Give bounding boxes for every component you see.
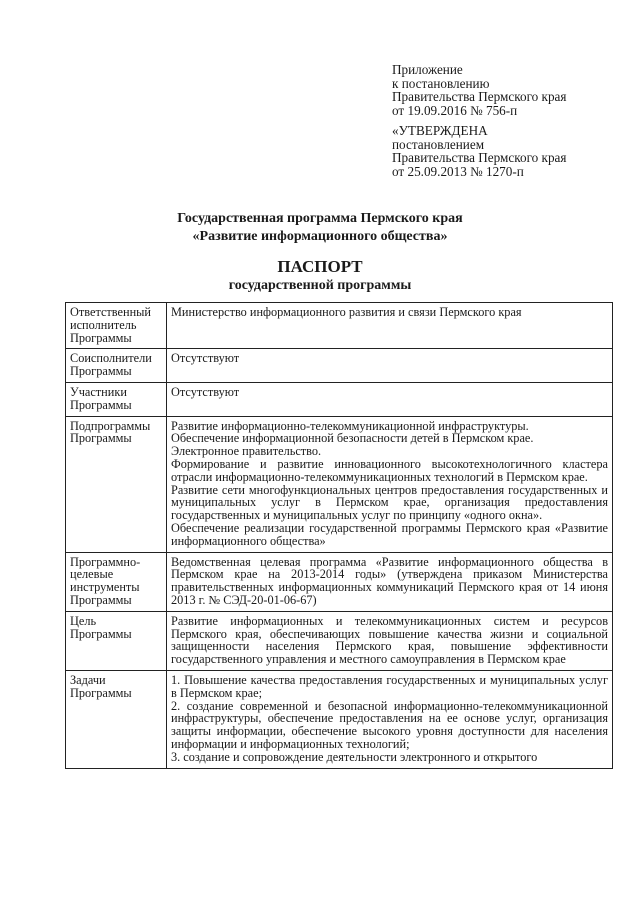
- row-value: [167, 349, 613, 383]
- row-label-line: Программы: [70, 330, 132, 345]
- row-value: [167, 611, 613, 670]
- approval-header: [392, 124, 632, 178]
- row-paragraph: Электронное правительство.: [171, 444, 322, 459]
- table-row: [66, 382, 613, 416]
- table-row: [66, 552, 613, 611]
- row-label: [66, 552, 167, 611]
- row-value: [167, 416, 613, 552]
- row-label-line: Программы: [70, 431, 132, 446]
- row-paragraph: Министерство информационного развития и связи Пермского края: [171, 305, 522, 319]
- approval-line: «УТВЕРЖДЕНА: [392, 123, 488, 138]
- row-value: [167, 382, 613, 416]
- row-label-line: Ответственный: [70, 305, 151, 319]
- passport-title: [0, 257, 640, 295]
- table-row: [66, 670, 613, 768]
- row-value: [167, 303, 613, 349]
- row-label: [66, 303, 167, 349]
- row-label-line: Программы: [70, 592, 132, 607]
- row-label-line: Участники: [70, 384, 127, 399]
- appendix-line: Правительства Пермского края: [392, 89, 567, 105]
- row-label: [66, 349, 167, 383]
- row-value: [167, 670, 613, 768]
- approval-line: постановлением: [392, 136, 485, 152]
- table-row: [66, 416, 613, 552]
- row-paragraph: 2. создание современной и безопасной информационно-телекоммуникационной инфраструктуры, обеспечение предоставления на ее основе услуг, организация защиты информации, обеспечение высокого уровня доступности для населения информации и информационных технологий;: [171, 698, 608, 751]
- row-label: [66, 611, 167, 670]
- row-label-line: Программы: [70, 626, 132, 641]
- row-paragraph: Развитие информационных и телекоммуникационных систем и ресурсов Пермского края, обеспечивающих повышение качества жизни и социальной защищенности населения Пермского края, повышение эффективности государственного управления и местного самоуправления в Пермском крае: [171, 613, 608, 667]
- table-row: [66, 303, 613, 349]
- row-paragraph: Ведомственная целевая программа «Развитие информационного общества в Пермском крае на 2013-2014 годы» (утверждена приказом Министерства правительственных информационных коммуникаций Пермского края от 14 июня 2013 г. № СЭД-20-01-06-67): [171, 554, 608, 607]
- row-paragraph: Развитие информационно-телекоммуникационной инфраструктуры.: [171, 418, 529, 433]
- row-label-line: Программы: [70, 685, 132, 700]
- appendix-line: от 19.09.2016 № 756-п: [392, 102, 518, 118]
- table-row: [66, 349, 613, 383]
- program-title-line1: Государственная программа Пермского края: [177, 211, 463, 226]
- row-paragraph: 1. Повышение качества предоставления государственных и муниципальных услуг в Пермском крае;: [171, 672, 608, 700]
- row-label: [66, 416, 167, 552]
- row-label-line: Программы: [70, 397, 132, 412]
- program-title-line2: «Развитие информационного общества»: [192, 229, 448, 244]
- table-row: [66, 611, 613, 670]
- row-paragraph: 3. создание и сопровождение деятельности электронного и открытого: [171, 749, 538, 764]
- row-value: [167, 552, 613, 611]
- row-label-line: исполнитель: [70, 317, 137, 332]
- row-paragraph: Обеспечение реализации государственной программы Пермского края «Развитие информационного общества»: [171, 520, 608, 548]
- row-paragraph: Отсутствуют: [171, 351, 240, 366]
- row-paragraph: Обеспечение информационной безопасности детей в Пермском крае.: [171, 431, 534, 446]
- program-title: [0, 210, 640, 246]
- passport-table: [65, 302, 613, 769]
- row-label: [66, 670, 167, 768]
- row-paragraph: Формирование и развитие инновационного высокотехнологичного кластера отрасли информационно-телекоммуникационных технологий в Пермском крае.: [171, 456, 608, 484]
- passport-heading: ПАСПОРТ: [277, 257, 363, 276]
- approval-line: от 25.09.2013 № 1270-п: [392, 163, 524, 179]
- appendix-line: Приложение: [392, 62, 463, 77]
- row-label-line: Подпрограммы: [70, 418, 151, 433]
- row-label-line: Программно-: [70, 554, 141, 569]
- appendix-line: к постановлению: [392, 75, 490, 91]
- row-label-line: целевые: [70, 567, 114, 582]
- row-paragraph: Развитие сети многофункциональных центров предоставления государственных и муниципальных услуг в Пермском крае, организация предоставления государственных и муниципальных услуг по принципу «одного окна».: [171, 482, 608, 523]
- row-label-line: Программы: [70, 364, 132, 379]
- row-label-line: инструменты: [70, 580, 140, 595]
- appendix-header: [392, 63, 632, 117]
- row-label-line: Соисполнители: [70, 351, 152, 366]
- row-paragraph: Отсутствуют: [171, 384, 240, 399]
- row-label-line: Цель: [70, 613, 97, 628]
- approval-line: Правительства Пермского края: [392, 150, 567, 166]
- row-label-line: Задачи: [70, 672, 106, 687]
- passport-subheading: государственной программы: [228, 278, 412, 293]
- row-label: [66, 382, 167, 416]
